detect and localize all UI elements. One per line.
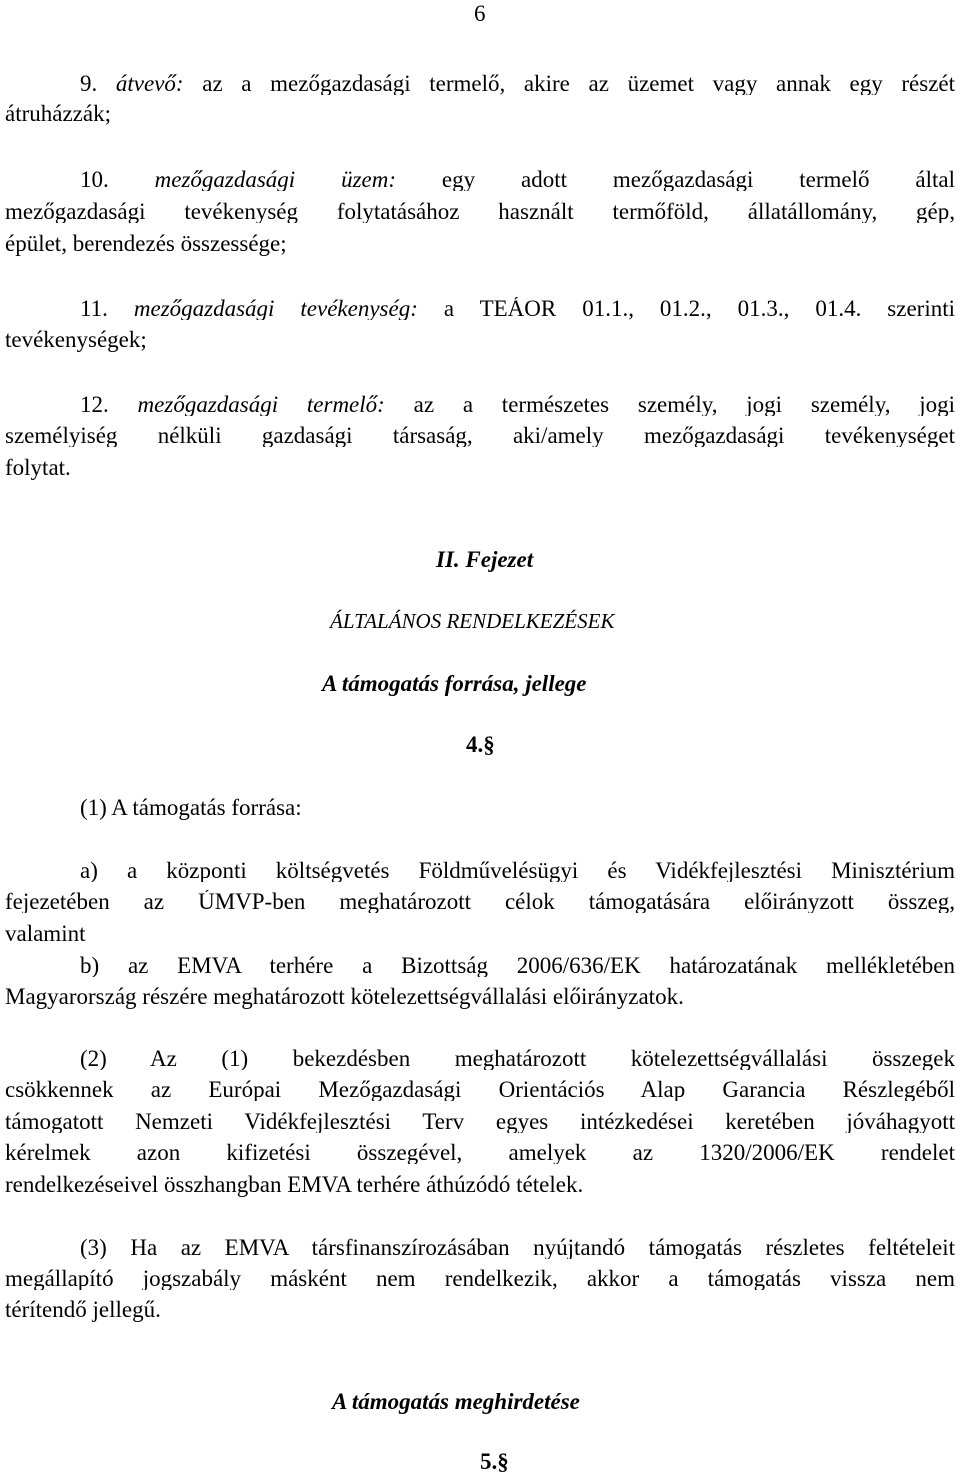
definition-10-line3: épület, berendezés összessége; <box>5 231 287 256</box>
paragraph-1-b-line1: b) az EMVA terhére a Bizottság 2006/636/EK határozatának mellékletében <box>80 954 955 977</box>
definition-number: 12. <box>80 393 109 416</box>
section-heading: A támogatás forrása, jellege <box>322 671 587 696</box>
definition-12-line1: 12. mezőgazdasági termelő: az a természetes személy, jogi személy, jogi <box>80 393 955 416</box>
definition-number: 10. <box>80 168 109 191</box>
paragraph-1-b-line2: Magyarország részére meghatározott kötelezettségvállalási előirányzatok. <box>5 984 684 1009</box>
definition-number: 11. <box>80 297 108 320</box>
paragraph-3-line1: (3) Ha az EMVA társfinanszírozásában nyújtandó támogatás részletes feltételeit <box>80 1236 955 1259</box>
definition-9-line1: 9. átvevő: az a mezőgazdasági termelő, akire az üzemet vagy annak egy részét <box>80 72 955 95</box>
chapter-title: II. Fejezet <box>436 547 534 572</box>
paragraph-1-a-line2: fejezetében az ÚMVP-ben meghatározott célok támogatására előirányzott összeg, <box>5 890 955 913</box>
definition-10-line2: mezőgazdasági tevékenység folytatásához használt termőföld, állatállomány, gép, <box>5 200 955 223</box>
definition-12-line2: személyiség nélküli gazdasági társaság, aki/amely mezőgazdasági tevékenységet <box>5 424 955 447</box>
paragraph-2-line2: csökkennek az Európai Mezőgazdasági Orientációs Alap Garancia Részlegéből <box>5 1078 955 1101</box>
definition-term: mezőgazdasági termelő: <box>137 393 385 416</box>
paragraph-1-intro: (1) A támogatás forrása: <box>80 795 302 820</box>
definition-11-line1: 11. mezőgazdasági tevékenység: a TEÁOR 01.1., 01.2., 01.3., 01.4. szerinti <box>80 297 955 320</box>
paragraph-2-line3: támogatott Nemzeti Vidékfejlesztési Terv egyes intézkedései keretében jóváhagyott <box>5 1110 955 1133</box>
paragraph-1-a-line3: valamint <box>5 921 86 946</box>
definition-12-line3: folytat. <box>5 455 71 480</box>
definition-term: mezőgazdasági üzem: <box>154 168 397 191</box>
paragraph-2-line4: kérelmek azon kifizetési összegével, amelyek az 1320/2006/EK rendelet <box>5 1141 955 1164</box>
definition-11-line2: tevékenységek; <box>5 327 147 352</box>
paragraph-3-line2: megállapító jogszabály másként nem rendelkezik, akkor a támogatás vissza nem <box>5 1267 955 1290</box>
paragraph-2-line5: rendelkezéseivel összhangban EMVA terhére áthúzódó tételek. <box>5 1172 584 1197</box>
next-section-heading: A támogatás meghirdetése <box>332 1389 580 1414</box>
definition-10-line1: 10. mezőgazdasági üzem: egy adott mezőgazdasági termelő által <box>80 168 955 191</box>
definition-number: 9. <box>80 72 98 95</box>
chapter-subtitle: ÁLTALÁNOS RENDELKEZÉSEK <box>330 609 615 633</box>
section-sign: § <box>497 1449 509 1474</box>
paragraph-1-a-line1: a) a központi költségvetés Földművelésügyi és Vidékfejlesztési Minisztérium <box>80 859 955 882</box>
definition-9-line2: átruházzák; <box>5 101 111 126</box>
next-section-number: 5.§ <box>480 1449 509 1474</box>
section-sign: § <box>483 732 495 757</box>
section-number: 4.§ <box>466 732 495 757</box>
definition-term: mezőgazdasági tevékenység: <box>133 297 418 320</box>
page-number: 6 <box>474 1 486 26</box>
definition-term: átvevő: <box>115 72 184 95</box>
paragraph-2-line1: (2) Az (1) bekezdésben meghatározott kötelezettségvállalási összegek <box>80 1047 955 1070</box>
paragraph-3-line3: térítendő jellegű. <box>5 1297 161 1322</box>
